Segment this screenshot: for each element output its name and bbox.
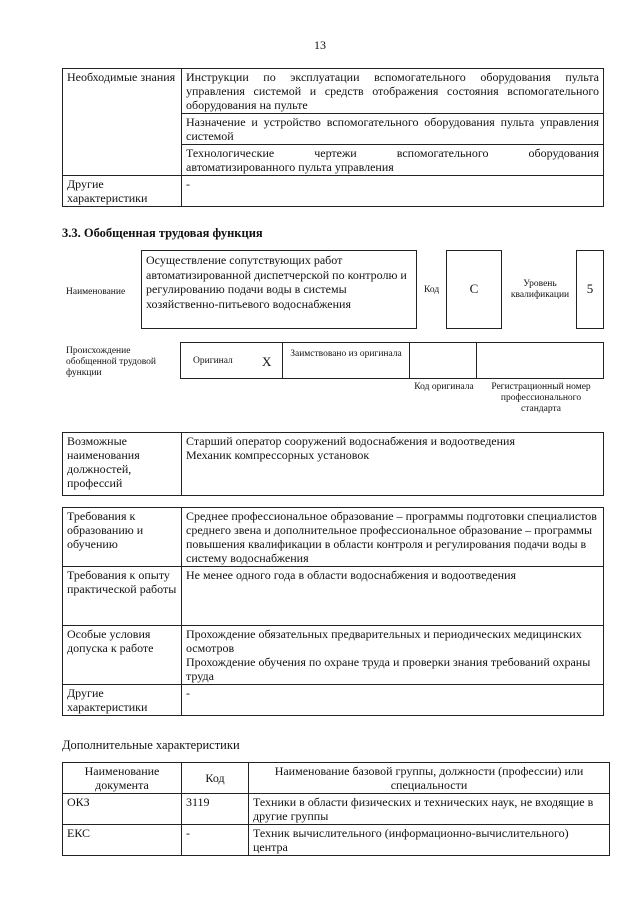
code-cell: - bbox=[182, 825, 249, 856]
other-value: - bbox=[182, 176, 604, 207]
origin-row bbox=[180, 342, 604, 379]
original-label: Оригинал bbox=[193, 356, 233, 366]
code-box bbox=[446, 250, 502, 329]
function-name: Осуществление сопутствующих работ автоматизированной диспетчерской по контролю и регулированию подачи воды в системы хозяйственно-питьевого водоснабжения bbox=[146, 253, 407, 311]
divider bbox=[409, 342, 410, 379]
knowledge-table bbox=[62, 68, 604, 207]
extra-title: Дополнительные характеристики bbox=[62, 738, 240, 752]
admission-item: Прохождение обязательных предварительных и периодических медицинских осмотров bbox=[186, 627, 582, 655]
position-item: Старший оператор сооружений водоснабжения и водоотведения bbox=[186, 434, 515, 448]
divider bbox=[282, 342, 283, 379]
original-mark: X bbox=[262, 354, 272, 369]
code-cell: 3119 bbox=[182, 794, 249, 825]
classification-table bbox=[62, 762, 610, 856]
group-cell: Техники в области физических и технических наук, не входящие в другие группы bbox=[249, 794, 610, 825]
admission-item: Прохождение обучения по охране труда и проверки знания требований охраны труда bbox=[186, 655, 591, 683]
education-label: Требования к образованию и обучению bbox=[63, 508, 182, 567]
knowledge-item: Инструкции по эксплуатации вспомогательного оборудования пульта управления системой и средств отображения состояния вспомогательного оборудования на пульте bbox=[182, 69, 604, 114]
positions-label: Возможные наименования должностей, профессий bbox=[63, 433, 182, 496]
doc-cell: ЕКС bbox=[63, 825, 182, 856]
education-value: Среднее профессиональное образование – программы подготовки специалистов среднего звена и дополнительное профессиональное образование – программы повышения квалификации в области контроля и регулирования подачи воды в систему водоснабжения bbox=[182, 508, 604, 567]
experience-label: Требования к опыту практической работы bbox=[63, 567, 182, 626]
doc-cell: ОКЗ bbox=[63, 794, 182, 825]
borrowed-label: Заимствовано из оригинала bbox=[290, 349, 402, 359]
code-label: Код bbox=[424, 285, 440, 295]
group-cell: Техник вычислительного (информационно-вычислительного) центра bbox=[249, 825, 610, 856]
code-original-caption: Код оригинала bbox=[414, 382, 474, 392]
knowledge-item: Назначение и устройство вспомогательного оборудования пульта управления системой bbox=[182, 114, 604, 145]
code-value: С bbox=[469, 281, 479, 296]
level-box bbox=[576, 250, 604, 329]
header-code: Код bbox=[182, 763, 249, 794]
position-item: Механик компрессорных установок bbox=[186, 448, 370, 462]
other-label: Другие характеристики bbox=[63, 685, 182, 716]
page-number: 13 bbox=[314, 38, 326, 52]
other-value: - bbox=[182, 685, 604, 716]
section-title: 3.3. Обобщенная трудовая функция bbox=[62, 226, 263, 240]
level-value: 5 bbox=[586, 281, 594, 296]
reg-number-caption: Регистрационный номер профессионального стандарта bbox=[491, 382, 591, 414]
experience-value: Не менее одного года в области водоснабжения и водоотведения bbox=[182, 567, 604, 626]
function-name-box bbox=[141, 250, 417, 329]
header-group: Наименование базовой группы, должности (профессии) или специальности bbox=[249, 763, 610, 794]
level-label: Уровень квалификации bbox=[510, 279, 570, 300]
divider bbox=[476, 342, 477, 379]
positions-table bbox=[62, 432, 604, 496]
header-document: Наименование документа bbox=[63, 763, 182, 794]
name-label: Наименование bbox=[66, 287, 126, 297]
requirements-table bbox=[62, 507, 604, 716]
origin-label: Происхождение обобщенной трудовой функции bbox=[66, 346, 156, 378]
other-label: Другие характеристики bbox=[63, 176, 182, 207]
knowledge-item: Технологические чертежи вспомогательного оборудования автоматизированного пульта управления bbox=[182, 145, 604, 176]
admission-label: Особые условия допуска к работе bbox=[63, 626, 182, 685]
knowledge-label: Необходимые знания bbox=[63, 69, 182, 176]
